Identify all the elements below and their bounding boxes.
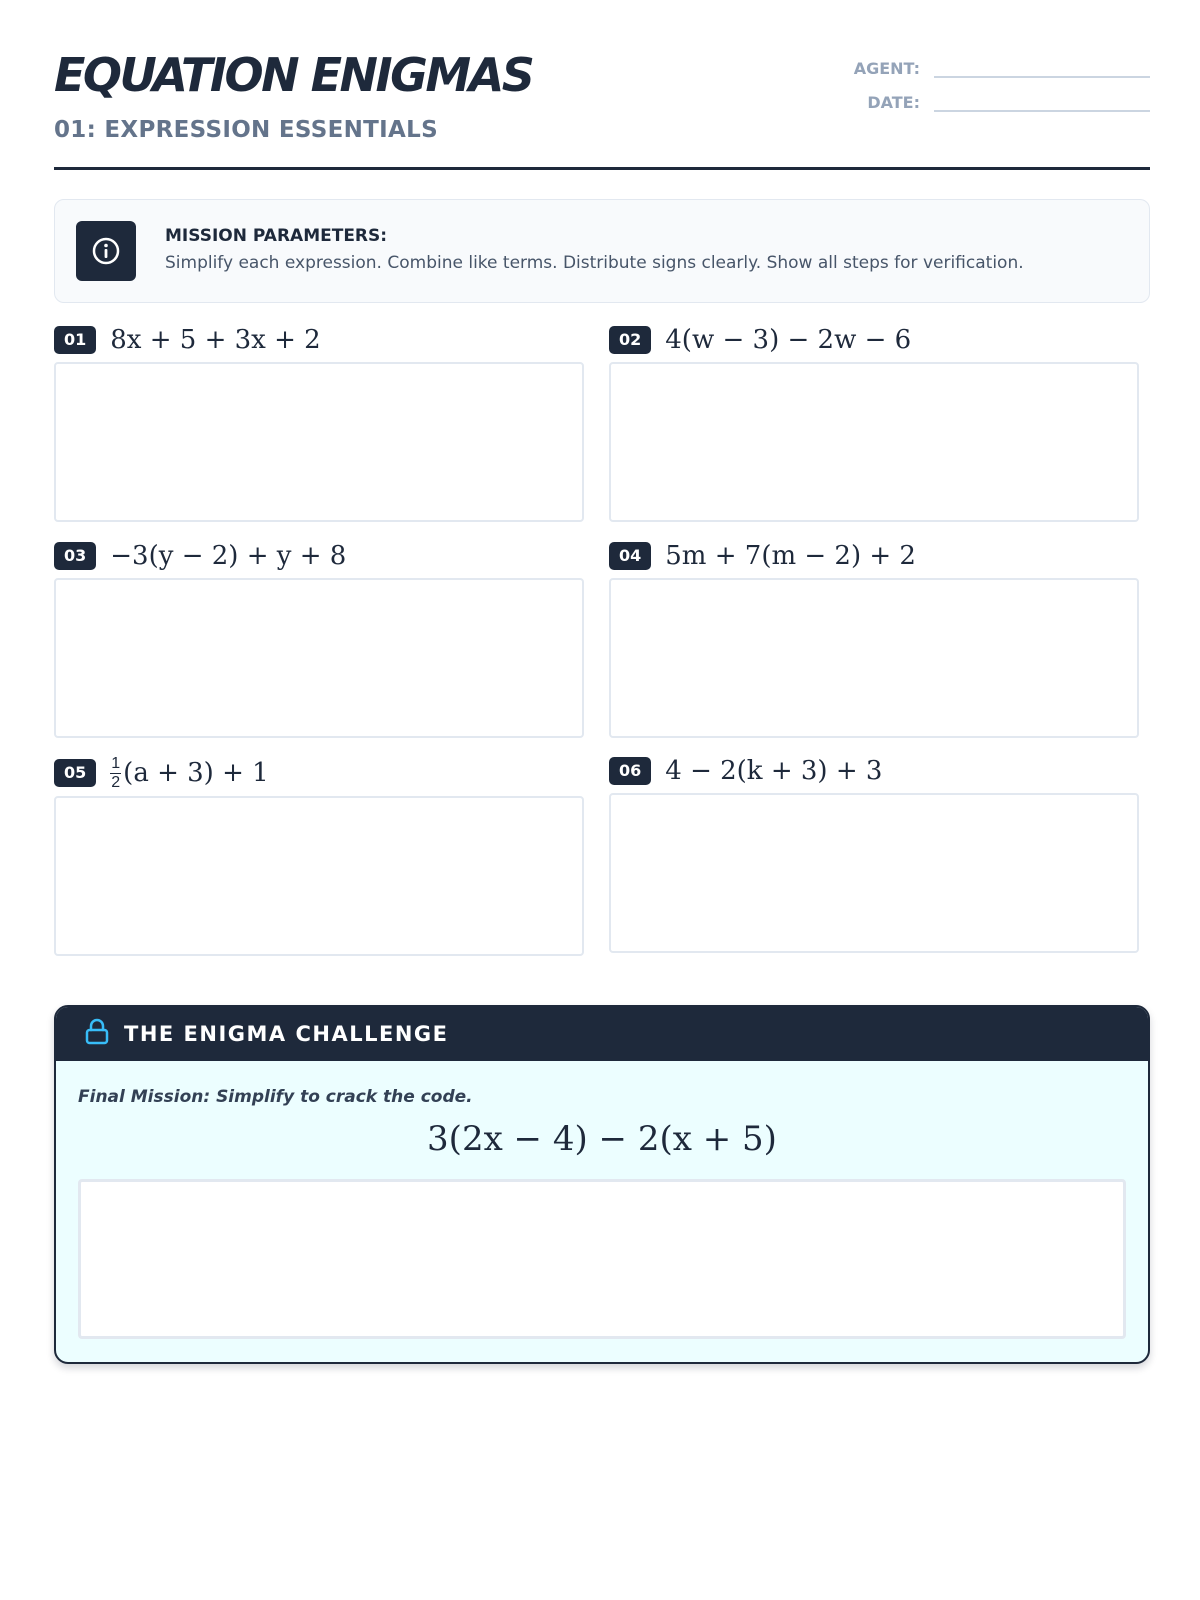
answer-box[interactable]	[54, 362, 584, 522]
problem-06	[609, 754, 1139, 953]
fraction-denominator: 2	[111, 773, 121, 791]
worksheet-page	[54, 0, 1150, 1159]
mission-parameters-box	[54, 199, 1150, 303]
page-title: EQUATION ENIGMAS	[54, 48, 533, 102]
problem-number-badge: 01	[54, 326, 96, 354]
problem-expression: (a + 3) + 1	[123, 758, 269, 788]
date-input-line[interactable]	[934, 90, 1150, 112]
date-label: DATE:	[867, 93, 920, 112]
agent-row	[800, 56, 1150, 78]
problem-expression: 8x + 5 + 3x + 2	[110, 325, 321, 355]
mission-parameters-title: MISSION PARAMETERS:	[165, 226, 388, 246]
challenge-title: THE ENIGMA CHALLENGE	[124, 1022, 449, 1046]
problem-05	[54, 754, 584, 956]
challenge-prompt: Final Mission: Simplify to crack the code.	[78, 1087, 473, 1107]
header	[54, 0, 1150, 170]
challenge-expression: 3(2x − 4) − 2(x + 5)	[427, 1119, 777, 1159]
lock-icon	[84, 1018, 110, 1051]
answer-box[interactable]	[609, 578, 1139, 738]
answer-box[interactable]	[609, 793, 1139, 953]
challenge-header	[56, 1007, 1148, 1061]
header-divider	[54, 167, 1150, 170]
challenge-answer-box[interactable]	[78, 1179, 1126, 1339]
problem-number-badge: 04	[609, 542, 651, 570]
agent-input-line[interactable]	[934, 56, 1150, 78]
problem-03	[54, 539, 584, 738]
problem-04	[609, 539, 1139, 738]
fraction	[110, 756, 121, 791]
answer-box[interactable]	[54, 796, 584, 956]
problem-expression: 5m + 7(m − 2) + 2	[665, 541, 916, 571]
problem-number-badge: 03	[54, 542, 96, 570]
problem-expression: 4 − 2(k + 3) + 3	[665, 756, 883, 786]
problem-number-badge: 05	[54, 759, 96, 787]
problem-02	[609, 323, 1139, 522]
problem-number-badge: 06	[609, 757, 651, 785]
problem-expression: −3(y − 2) + y + 8	[110, 541, 347, 571]
problem-01	[54, 323, 584, 522]
mission-parameters-text: Simplify each expression. Combine like terms. Distribute signs clearly. Show all steps for verification.	[165, 253, 1024, 273]
agent-label: AGENT:	[853, 59, 920, 78]
problem-expression: 4(w − 3) − 2w − 6	[665, 325, 912, 355]
problem-number-badge: 02	[609, 326, 651, 354]
date-row	[800, 90, 1150, 112]
fraction-numerator: 1	[111, 754, 121, 772]
answer-box[interactable]	[609, 362, 1139, 522]
answer-box[interactable]	[54, 578, 584, 738]
info-icon	[76, 221, 136, 281]
enigma-challenge-panel	[54, 1005, 1150, 1364]
page-subtitle: 01: EXPRESSION ESSENTIALS	[54, 117, 438, 143]
